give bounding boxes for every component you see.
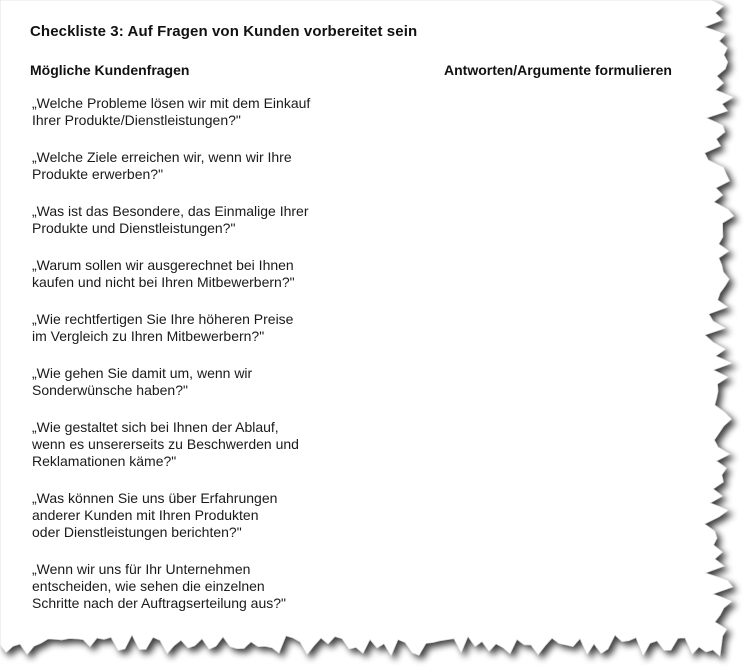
column-header-questions: Mögliche Kundenfragen xyxy=(30,62,190,78)
question-item: „Wie gehen Sie damit um, wenn wir Sonderwünsche haben?" xyxy=(32,365,253,398)
question-item: „Welche Probleme lösen wir mit dem Einkauf Ihrer Produkte/Dienstleistungen?" xyxy=(32,95,311,128)
question-list xyxy=(32,95,412,632)
question-item: „Was können Sie uns über Erfahrungen anderer Kunden mit Ihren Produkten oder Dienstleistungen berichten?" xyxy=(32,490,278,540)
question-item: „Was ist das Besondere, das Einmalige Ihrer Produkte und Dienstleistungen?" xyxy=(32,203,309,236)
column-header-answers: Antworten/Argumente formulieren xyxy=(444,62,672,78)
question-item: „Welche Ziele erreichen wir, wenn wir Ihre Produkte erwerben?" xyxy=(32,149,292,182)
question-item: „Wenn wir uns für Ihr Unternehmen entscheiden, wie sehen die einzelnen Schritte nach der Auftragserteilung aus?" xyxy=(32,561,287,611)
question-item: „Wie gestaltet sich bei Ihnen der Ablauf, wenn es unsererseits zu Beschwerden und Reklamationen käme?" xyxy=(32,419,299,469)
question-item: „Warum sollen wir ausgerechnet bei Ihnen kaufen und nicht bei Ihren Mitbewerbern?" xyxy=(32,257,295,290)
page-title: Checkliste 3: Auf Fragen von Kunden vorbereitet sein xyxy=(30,23,418,40)
question-item: „Wie rechtfertigen Sie Ihre höheren Preise im Vergleich zu Ihren Mitbewerbern?" xyxy=(32,311,294,344)
